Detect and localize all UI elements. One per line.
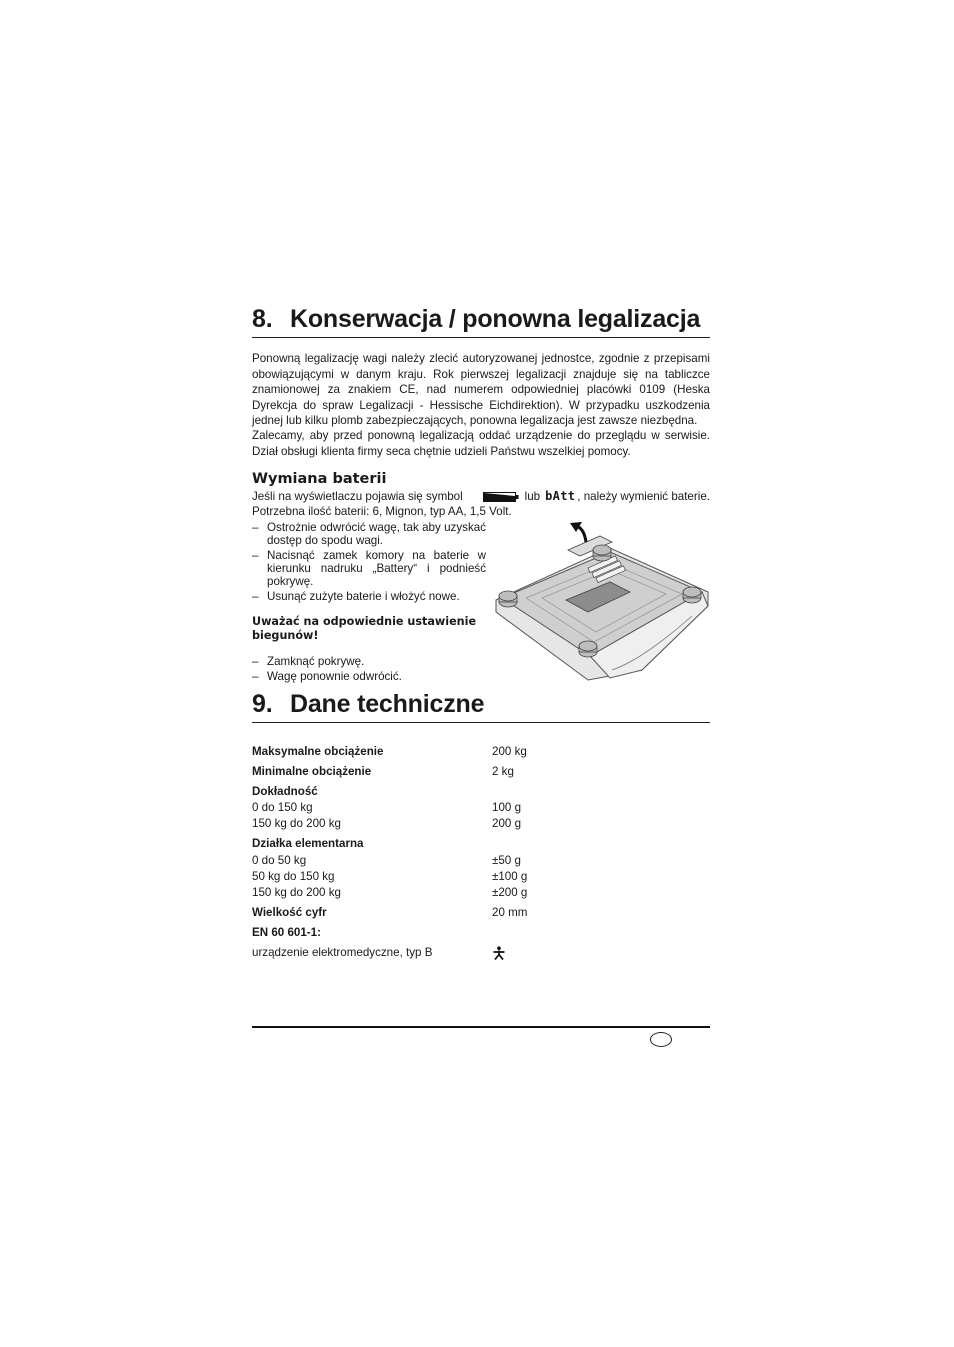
spec-label: 150 kg do 200 kg [252, 886, 341, 899]
scale-underside-battery-illustration [492, 520, 712, 686]
spec-label: Działka elementarna [252, 837, 364, 850]
footer-rule [252, 1026, 710, 1028]
section-9-heading [252, 689, 484, 719]
type-b-applied-part-icon [492, 946, 506, 960]
battery-step-5: – Wagę ponownie odwrócić. [252, 670, 486, 683]
spec-value: ±100 g [492, 870, 528, 883]
battery-steps-list-2 [252, 655, 486, 685]
battery-step-3: – Usunąć zużyte baterie i włożyć nowe. [252, 590, 486, 603]
section-9-title: Dane techniczne [290, 690, 485, 718]
battery-line-text-b: lub [524, 490, 541, 503]
language-badge-oval [650, 1032, 672, 1047]
section-8-title: Konserwacja / ponowna legalizacja [290, 305, 701, 333]
battery-step-1: – Ostrożnie odwrócić wagę, tak aby uzyskać dostęp do spodu wagi. [252, 521, 486, 547]
spec-value: ±200 g [492, 886, 528, 899]
spec-label: EN 60 601-1: [252, 926, 321, 939]
section-8-rule [252, 337, 710, 338]
battery-line-text-c: , należy wymienić baterie. [577, 490, 710, 503]
spec-label: 50 kg do 150 kg [252, 870, 335, 883]
spec-label: urządzenie elektromedyczne, typ B [252, 946, 433, 959]
battery-requirement-line: Potrzebna ilość baterii: 6, Mignon, typ AA, 1,5 Volt. [252, 505, 512, 518]
battery-step-4: – Zamknąć pokrywę. [252, 655, 486, 668]
spec-label: Dokładność [252, 785, 318, 798]
section-8-paragraph-1: Ponowną legalizację wagi należy zlecić autoryzowanej jednostce, zgodnie z przepisami obowiązującymi w danym kraju. Rok pierwszej legalizacji znajduje się na tabliczce znamionowej za znakiem CE, nad numerem odpowiedniej placówki 0109 (Heska Dyrekcja do spraw Legalizacji - Hessische Eichdirektion). W przypadku uszkodzenia jednej lub kilku plomb zabezpieczających, ponowna legalizacja jest zawsze niezbędna. [252, 352, 710, 427]
section-8-number: 8. [252, 305, 273, 333]
section-8-heading [252, 304, 700, 334]
polarity-warning: Uważać na odpowiednie ustawienie biegunów! [252, 615, 477, 642]
battery-empty-icon [483, 492, 519, 502]
spec-value: ±50 g [492, 854, 521, 867]
spec-value: 200 g [492, 817, 522, 830]
spec-label: Maksymalne obciążenie [252, 745, 384, 758]
section-9-number: 9. [252, 690, 273, 718]
spec-label: Wielkość cyfr [252, 906, 327, 919]
battery-heading: Wymiana baterii [252, 471, 387, 487]
spec-label: 150 kg do 200 kg [252, 817, 341, 830]
manual-page [252, 0, 710, 1347]
section-9-rule [252, 722, 710, 723]
battery-step-2: – Nacisnąć zamek komory na baterie w kierunku nadruku „Battery“ i podnieść pokrywę. [252, 549, 486, 588]
spec-value: 200 kg [492, 745, 527, 758]
spec-value: 20 mm [492, 906, 528, 919]
spec-value: 2 kg [492, 765, 514, 778]
spec-label: Minimalne obciążenie [252, 765, 372, 778]
section-8-paragraph-2: Zalecamy, aby przed ponowną legalizacją oddać urządzenie do przeglądu w serwisie. Dział obsługi klienta firmy seca chętnie udzieli Państwu wszelkiej pomocy. [252, 429, 710, 458]
battery-line-text-a: Jeśli na wyświetlaczu pojawia się symbol [252, 490, 463, 503]
battery-steps-list [252, 521, 486, 605]
spec-label: 0 do 150 kg [252, 801, 313, 814]
spec-label: 0 do 50 kg [252, 854, 307, 867]
spec-value: 100 g [492, 801, 522, 814]
batt-display-code: bAtt [545, 489, 576, 503]
battery-indicator-line [252, 489, 710, 505]
